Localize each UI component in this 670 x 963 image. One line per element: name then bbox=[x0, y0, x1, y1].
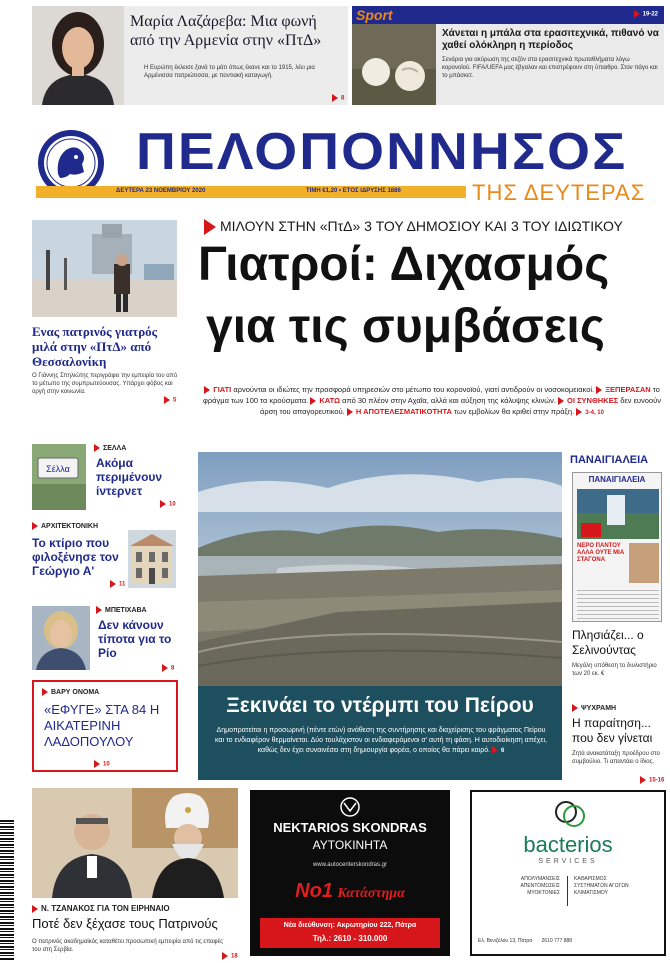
bacterios-phone: 2610 777 888 bbox=[541, 938, 573, 944]
bishop-page: 18 bbox=[222, 952, 238, 960]
selinountas-headline[interactable]: Πλησιάζει... ο Σελινούντας bbox=[572, 628, 644, 657]
dam-photo bbox=[198, 452, 562, 686]
top-left-teaser[interactable] bbox=[32, 6, 348, 105]
dam-story-panel[interactable] bbox=[198, 686, 562, 780]
sella-headline[interactable]: Ακόμα περιμένουν ίντερνετ bbox=[96, 456, 163, 498]
insert-cover-headline: ΝΕΡΟ ΠΑΝΤΟΥ ΑΛΛΑ ΟΥΤΕ ΜΙΑ ΣΤΑΓΟΝΑ bbox=[577, 543, 625, 563]
bishop-headline[interactable]: Ποτέ δεν ξέχασε τους Πατρινούς bbox=[32, 916, 218, 931]
car-ad-slogan-num: Νο1 bbox=[295, 880, 333, 902]
doctor-headline[interactable]: Ενας πατρινός γιατρός μιλά στην «ΠτΔ» από Θεσσαλονίκη bbox=[32, 324, 158, 369]
bacterios-logo-icon bbox=[552, 798, 588, 830]
dam-text: Δημοπρατείται η προσωρινή (πέντε ετών) ανάθεση της συντήρησης και διαχείρισης του φράγματος Πείρου και το ενδιαφέρον θερμαίνεται. Δύο τουλάχιστον οι ενδιαφερόμενοι σ' αυτή τη φάση. Η αυτοδιοίκηση απέχει, καθώς δεν έχει συναινέσει στη δημιουργία φορέα, ο οποίος θα πάρει καιρό. 6 bbox=[215, 727, 547, 754]
main-headline-line2[interactable]: για τις συμβάσεις bbox=[206, 300, 605, 353]
insert-brand: ΠΑΝΑΙΓΙΑΛΕΙΑ bbox=[570, 454, 649, 466]
bacterios-contact bbox=[478, 938, 662, 944]
sport-page: 19-22 bbox=[634, 10, 658, 18]
top-right-teaser[interactable] bbox=[352, 6, 664, 105]
car-ad-contact-bar bbox=[260, 918, 440, 948]
resignation-text: Ζητά ανακατάταξη προέδρου στο συμβούλιο. Τι απαντάει ο ίδιος. bbox=[572, 751, 660, 765]
doctor-page: 5 bbox=[164, 396, 176, 404]
archi-photo bbox=[128, 530, 176, 588]
barcode bbox=[0, 820, 14, 960]
masthead-date: ΔΕΥΤΕΡΑ 23 ΝΟΕΜΒΡΙΟΥ 2020 bbox=[116, 188, 206, 194]
bacterios-divider bbox=[567, 876, 568, 906]
teaser-page: 8 bbox=[332, 94, 344, 102]
teaser-text: Η Ευρώπη έκλεισε ξανά το μάτι όπως έκανε και το 1915, λέει μια Αρμένισσα πατριώτισσα, με ποντιακή καταγωγή. bbox=[144, 65, 315, 79]
car-ad-slogan bbox=[250, 880, 450, 903]
sport-bar bbox=[352, 6, 664, 24]
sella-photo bbox=[32, 444, 86, 510]
sella-sign: Σέλλα bbox=[46, 464, 70, 474]
masthead-subtitle: ΤΗΣ ΔΕΥΤΕΡΑΣ bbox=[472, 180, 646, 205]
dam-headline: Ξεκινάει το ντέρμπι του Πείρου bbox=[226, 694, 534, 717]
car-ad-address: Νέα διεύθυνση: Ακρωτηρίου 222, Πάτρα bbox=[283, 922, 417, 929]
car-dealer-ad[interactable] bbox=[250, 790, 450, 956]
masthead-dateline bbox=[36, 186, 466, 198]
bacterios-services-left: ΑΠΟΛΥΜΑΝΣΕΙΣ ΑΠΕΝΤΟΜΩΣΕΙΣ ΜΥΟΚΤΟΝΙΕΣ bbox=[520, 876, 560, 896]
doctor-photo bbox=[32, 220, 177, 317]
mpetixava-page: 8 bbox=[162, 664, 174, 672]
resignation-headline[interactable]: Η παραίτηση... που δεν γίνεται bbox=[572, 716, 653, 745]
sella-kicker: ΣΕΛΛΑ bbox=[94, 444, 126, 452]
bishop-text: Ο πατρινός ακαδημαϊκός καταθέτει προσωπική εμπειρία από τις επαφές του στη Σερβία. bbox=[32, 939, 224, 953]
main-kicker: ΜΙΛΟΥΝ ΣΤΗΝ «ΠτΔ» 3 ΤΟΥ ΔΗΜΟΣΙΟΥ ΚΑΙ 3 ΤΟΥ ΙΔΙΩΤΙΚΟΥ bbox=[204, 218, 623, 235]
insert-cover-masthead: ΠΑΝΑΙΓΙΑΛΕΙΑ bbox=[588, 475, 646, 484]
sella-page: 10 bbox=[160, 500, 176, 508]
bacterios-services-right: ΚΑΘΑΡΙΣΜΟΣ ΣΥΣΤΗΜΑΤΩΝ ΑΓΩΓΩΝ ΚΛΙΜΑΤΙΣΜΟΥ bbox=[574, 876, 629, 896]
archi-kicker: ΑΡΧΙΤΕΚΤΟΝΙΚΗ bbox=[32, 522, 98, 530]
bacterios-ad[interactable] bbox=[470, 790, 666, 956]
obituary-box[interactable] bbox=[32, 680, 178, 772]
bishop-kicker: Ν. ΤΖΑΝΑΚΟΣ ΓΙΑ ΤΟΝ ΕΙΡΗΝΑΙΟ bbox=[32, 904, 170, 913]
obituary-kicker: ΒΑΡΥ ΟΝΟΜΑ bbox=[42, 688, 99, 696]
bacterios-brand: bacterios bbox=[523, 832, 613, 857]
car-ad-phone: Τηλ.: 2610 - 310.000 bbox=[312, 934, 388, 943]
resignation-page: 15-16 bbox=[640, 776, 664, 784]
car-ad-brand: NEKTARIOS SKONDRAS bbox=[273, 820, 427, 835]
bacterios-address: Ελ. Βενιζέλου 13, Πάτρα bbox=[478, 938, 533, 944]
selinountas-text: Μεγάλη υπόθεση το διυλιστήριο των 20 εκ. € bbox=[572, 663, 657, 677]
car-ad-slogan-text: Κατάστημα bbox=[337, 886, 405, 901]
bishop-photo bbox=[32, 788, 238, 898]
sport-photo bbox=[352, 24, 436, 105]
main-lead: ΓΙΑΤΙ αρνούνται οι ιδιώτες την προσφορά υπηρεσιών στο μέτωπο του κορονοϊού, γιατί αντιδρούν οι νοσοκομειακοί. ΞΕΠΕΡΑΣΑΝ το φράγμα των 100 τα κρούσματα. ΚΑΤΩ από 30 πλέον στην Αχαΐα, αλλά και αύξηση της κάλυψης κλινών. ΟΙ ΣΥΝΘΗΚΕΣ δεν ευνοούν άρση του απαγορευτικού. Η ΑΠΟΤΕΛΕΣΜΑΤΙΚΟΤΗΤΑ των εμβολίων θα κριθεί στην πράξη. 3-4, 10 bbox=[203, 385, 661, 416]
car-ad-tagline: ΑΥΤΟΚΙΝΗΤΑ bbox=[312, 838, 388, 852]
doctor-text: Ο Γιάννης Σπηλιώτης περιγράφει την εμπειρία του από το μέτωπο της συμπρωτεύουσας. Υπάρχει φόβος και οργή στην κοινωνία. bbox=[32, 373, 178, 395]
insert-cover[interactable] bbox=[572, 472, 662, 622]
sport-label: Sport bbox=[356, 7, 393, 23]
mpetixava-kicker: ΜΠΕΤΙΧΑΒΑ bbox=[96, 606, 147, 614]
car-ad-website[interactable]: www.autocenterskondras.gr bbox=[312, 862, 388, 868]
car-ad-logo-icon bbox=[336, 796, 364, 818]
sport-headline: Χάνεται η μπάλα στα ερασιτεχνικά, πιθανό να χαθεί ολόκληρη η περίοδος bbox=[442, 28, 659, 51]
masthead-title: ΠΕΛΟΠΟΝΝΗΣΟΣ bbox=[136, 123, 628, 181]
insert-cover-lines bbox=[577, 587, 659, 619]
insert-cover-side-photo bbox=[629, 543, 659, 583]
masthead-price: ΤΙΜΗ €1,20 • ΕΤΟΣ ΙΔΡΥΣΗΣ 1886 bbox=[306, 188, 401, 194]
mpetixava-headline[interactable]: Δεν κάνουν τίποτα για το Ρίο bbox=[98, 618, 172, 660]
teaser-headline: Μαρία Λαζάρεβα: Μια φωνή από την Αρμενία στην «ΠτΔ» bbox=[130, 13, 322, 49]
mpetixava-photo bbox=[32, 606, 90, 670]
obituary-headline: «ΕΦΥΓΕ» ΣΤΑ 84 Η ΑΙΚΑΤΕΡΙΝΗ ΛΑΔΟΠΟΥΛΟΥ bbox=[44, 702, 160, 749]
archi-headline[interactable]: Το κτίριο που φιλοξένησε τον Γεώργιο Α' bbox=[32, 536, 119, 578]
teaser-portrait bbox=[32, 6, 124, 105]
sport-text: Σενάρια για ακύρωση της σεζόν στα ερασιτεχνικά πρωταθλήματα λόγω κορονοϊού. FIFA/UEFA μας έβγαλαν και επιστρέφουν στη ύπαιθρο. Στον πάγο και το μπάσκετ. bbox=[442, 57, 658, 79]
insert-cover-photo bbox=[577, 489, 659, 539]
bacterios-sub: SERVICES bbox=[538, 858, 598, 865]
obituary-page: 10 bbox=[94, 760, 110, 768]
archi-page: 11 bbox=[110, 580, 125, 588]
resignation-kicker: ΨΥΧΡΑΜΗ bbox=[572, 704, 616, 712]
main-headline-line1[interactable]: Γιατροί: Διχασμός bbox=[198, 238, 610, 291]
